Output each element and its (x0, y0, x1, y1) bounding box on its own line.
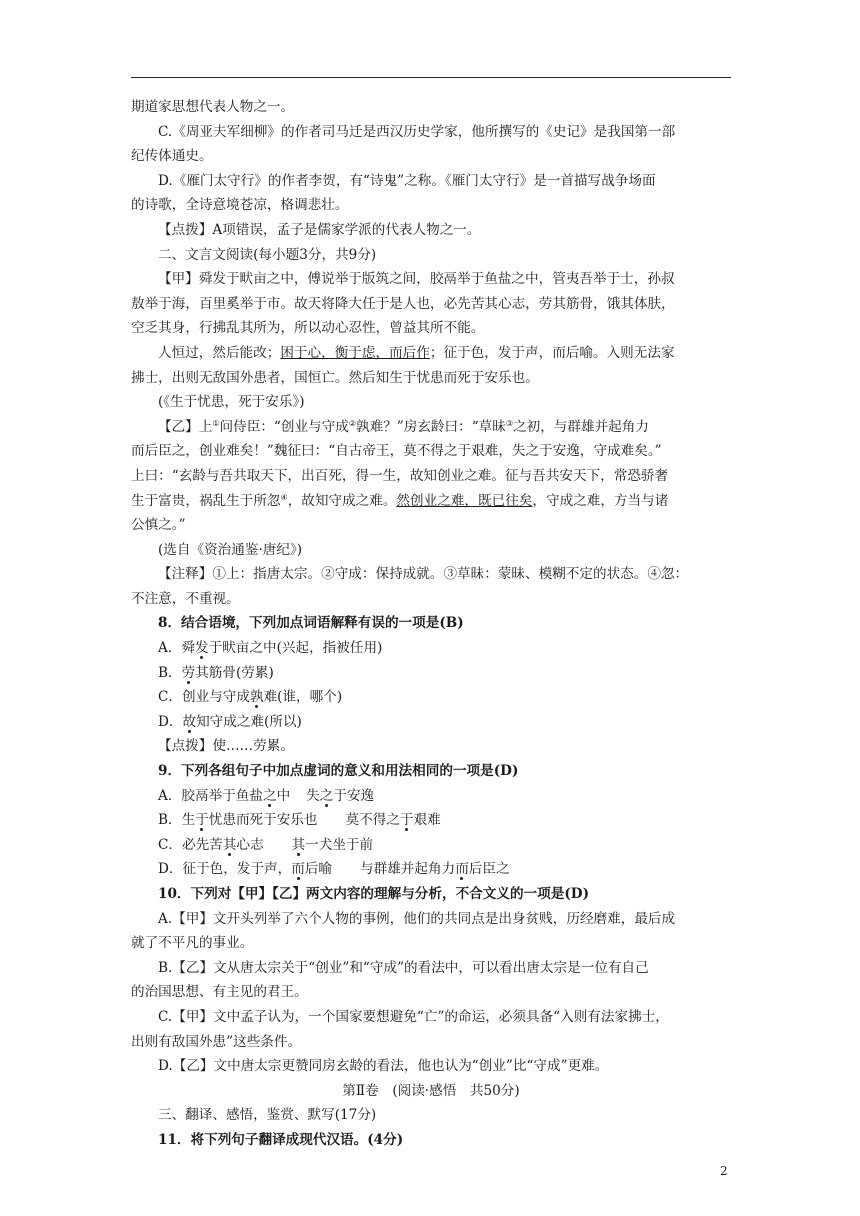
answer-letter: D (500, 763, 512, 780)
text-line: 空乏其身，行拂乱其所为，所以动心忍性，曾益其所不能。 (131, 320, 485, 337)
option-a (131, 636, 731, 661)
dotted-word: 故 (182, 713, 197, 730)
option-c (131, 833, 731, 858)
text-segment: 人恒过，然后能改； (158, 344, 281, 361)
source-citation: (选自《资治通鉴·唐纪》) (158, 541, 303, 558)
text-segment: 中 (276, 787, 291, 804)
header-rule (131, 77, 731, 78)
text-segment: ；征于色，发于声，而后喻。入则无法家 (429, 344, 675, 361)
option-d (131, 857, 731, 882)
dotted-word: 于 (195, 812, 209, 829)
text-segment: 忧患而死于安乐也 (208, 812, 318, 829)
text-line: 就了不平凡的事业。 (131, 935, 254, 952)
dotted-word: 发 (195, 640, 209, 657)
text-segment: 难(谁，哪个) (263, 689, 343, 706)
underlined-phrase: 然创业之难，既已往矣 (396, 492, 533, 509)
document-page (131, 95, 731, 1153)
text-segment: C．创业与守成 (158, 689, 250, 706)
page-number: 2 (720, 1164, 728, 1178)
notes-line: 不注意，不重视。 (131, 590, 240, 607)
text-line (131, 489, 731, 514)
dotted-word: 劳 (181, 664, 196, 681)
option-a: A.【甲】文开头列举了六个人物的事例，他们的共同点是出身贫贱，历经磨难，最后成 (158, 910, 676, 927)
option-b: B.【乙】文从唐太宗关于“创业”和“守成”的看法中，可以看出唐太宗是一位有自己 (158, 959, 649, 976)
text-segment: B． (158, 664, 182, 681)
dotted-word: 其 (222, 836, 237, 853)
footnote-marker: ① (212, 418, 220, 428)
text-segment: 其筋骨(劳累) (195, 664, 274, 681)
option-b (131, 661, 731, 686)
question-text: 9．下列各组句子中加点虚词的意义和用法相同的一项是( (158, 763, 501, 780)
question-10 (131, 882, 731, 907)
option-b (131, 808, 731, 833)
footnote-marker: ③ (505, 418, 514, 428)
question-11: 11．将下列句子翻译成现代汉语。(4分) (158, 1131, 404, 1148)
text-segment: D．征于色，发于声， (158, 861, 292, 878)
text-segment: ，守成之难，方当与诸 (532, 492, 669, 509)
text-line: C.《周亚夫军细柳》的作者司马迁是西汉历史学家，他所撰写的《史记》是我国第一部 (158, 123, 676, 140)
text-line: 【甲】舜发于畎亩之中，傅说举于版筑之间，胶鬲举于鱼盐之中，管夷吾举于士，孙叔 (158, 271, 675, 288)
text-line (131, 415, 731, 440)
question-text: ) (457, 615, 464, 632)
text-segment: A．舜 (158, 640, 196, 657)
text-segment: 【乙】上 (158, 418, 213, 435)
text-line: 敖举于海，百里奚举于市。故天将降大任于是人也，必先苦其心志，劳其筋骨，饿其体肤， (131, 295, 675, 312)
text-line: 的诗歌，全诗意境苍凉，格调悲壮。 (131, 197, 349, 214)
answer-letter: B (445, 615, 458, 632)
dotted-word: 而 (291, 861, 305, 878)
text-line: 公慎之。” (131, 517, 186, 534)
text-segment: B．生 (158, 812, 196, 829)
part-heading: 第Ⅱ卷 (阅读·感悟 共50分) (342, 1082, 520, 1099)
answer-letter: D (570, 886, 583, 902)
footnote-marker: ④ (280, 492, 288, 502)
dotted-word: 之 (262, 787, 277, 804)
text-line (131, 341, 731, 366)
text-segment: 莫不得之 (345, 812, 400, 829)
section-heading: 二、文言文阅读(每小题3分，共9分) (158, 246, 377, 263)
text-segment: 于畎亩之中(兴起，指被任用) (208, 640, 383, 657)
hint-line: 【点拨】使……劳累。 (158, 738, 294, 755)
question-8 (131, 611, 731, 636)
text-segment: 与群雄并起角力 (360, 861, 456, 878)
text-segment: 失 (306, 787, 320, 804)
text-line: D.《雁门太守行》的作者李贺，有“诗鬼”之称。《雁门太守行》是一首描写战争场面 (158, 172, 656, 189)
question-text: ) (582, 886, 589, 902)
question-text: ) (511, 763, 519, 780)
dotted-word: 而 (455, 861, 469, 878)
text-line: 拂士，出则无敌国外患者，国恒亡。然后知生于忧患而死于安乐也。 (131, 369, 539, 386)
notes-line: 【注释】①上：指唐太宗。②守成：保持成就。③草昧：蒙昧、模糊不定的状态。④忽： (158, 566, 689, 583)
footnote-marker: ② (348, 418, 357, 428)
text-line: 纪传体通史。 (131, 148, 213, 165)
dotted-word: 其 (291, 836, 306, 853)
option-d: D.【乙】文中唐太宗更赞同房玄龄的看法，他也认为“创业”比“守成”更难。 (158, 1058, 609, 1075)
dotted-word: 之 (319, 787, 334, 804)
underlined-phrase: 困于心，衡于虑，而后作 (280, 344, 430, 361)
text-line: 上曰：“玄龄与吾共取天下，出百死，得一生，故知创业之难。征与吾共安天下，常恐骄奢 (131, 467, 669, 484)
text-segment: C．必先苦 (158, 836, 223, 853)
source-citation: (《生于忧患，死于安乐》) (158, 394, 305, 411)
text-segment: 后臣之 (468, 861, 510, 878)
text-segment: 艰难 (413, 812, 441, 829)
question-9 (131, 759, 731, 784)
option-d (131, 710, 731, 735)
text-segment: 孰难？”房玄龄曰：“草昧 (356, 418, 506, 435)
text-segment: 之初，与群雄并起角力 (513, 418, 649, 435)
question-text: 8．结合语境，下列加点词语解释有误的一项是( (158, 615, 446, 632)
text-segment: 心志 (236, 836, 264, 853)
text-line: 出则有敌国外患”这些条件。 (131, 1033, 302, 1050)
text-segment: 知守成之难(所以) (196, 713, 302, 730)
text-segment: ，故知守成之难。 (287, 492, 397, 509)
text-line: 期道家思想代表人物之一。 (131, 99, 295, 115)
text-segment: 生于富贵，祸乱生于所忽 (131, 492, 281, 509)
hint-line: 【点拨】A项错误，孟子是儒家学派的代表人物之一。 (158, 221, 481, 238)
text-segment: 问侍臣：“创业与守成 (219, 418, 349, 435)
text-line: 的治国思想、有主见的君王。 (131, 984, 308, 1001)
text-segment: D． (158, 713, 183, 730)
text-segment: 后喻 (304, 861, 333, 878)
text-segment: A．胶鬲举于鱼盐 (158, 787, 263, 804)
option-c (131, 685, 731, 710)
option-a (131, 784, 731, 809)
text-segment: 于安逸 (333, 787, 375, 804)
dotted-word: 孰 (249, 689, 264, 706)
option-c: C.【甲】文中孟子认为，一个国家要想避免“亡”的命运，必须具备“入则有法家拂士， (158, 1008, 669, 1025)
text-segment: 一犬坐于前 (305, 836, 374, 853)
dotted-word: 于 (399, 812, 414, 829)
section-heading: 三、翻译、感悟，鉴赏、默写(17分) (158, 1107, 377, 1124)
question-text: 10．下列对【甲】【乙】两文内容的理解与分析，不合文义的一项是( (158, 886, 571, 902)
text-line: 而后臣之，创业难矣！”魏征曰：“自古帝王，莫不得之于艰难，失之于安逸，守成难矣。” (131, 443, 662, 460)
